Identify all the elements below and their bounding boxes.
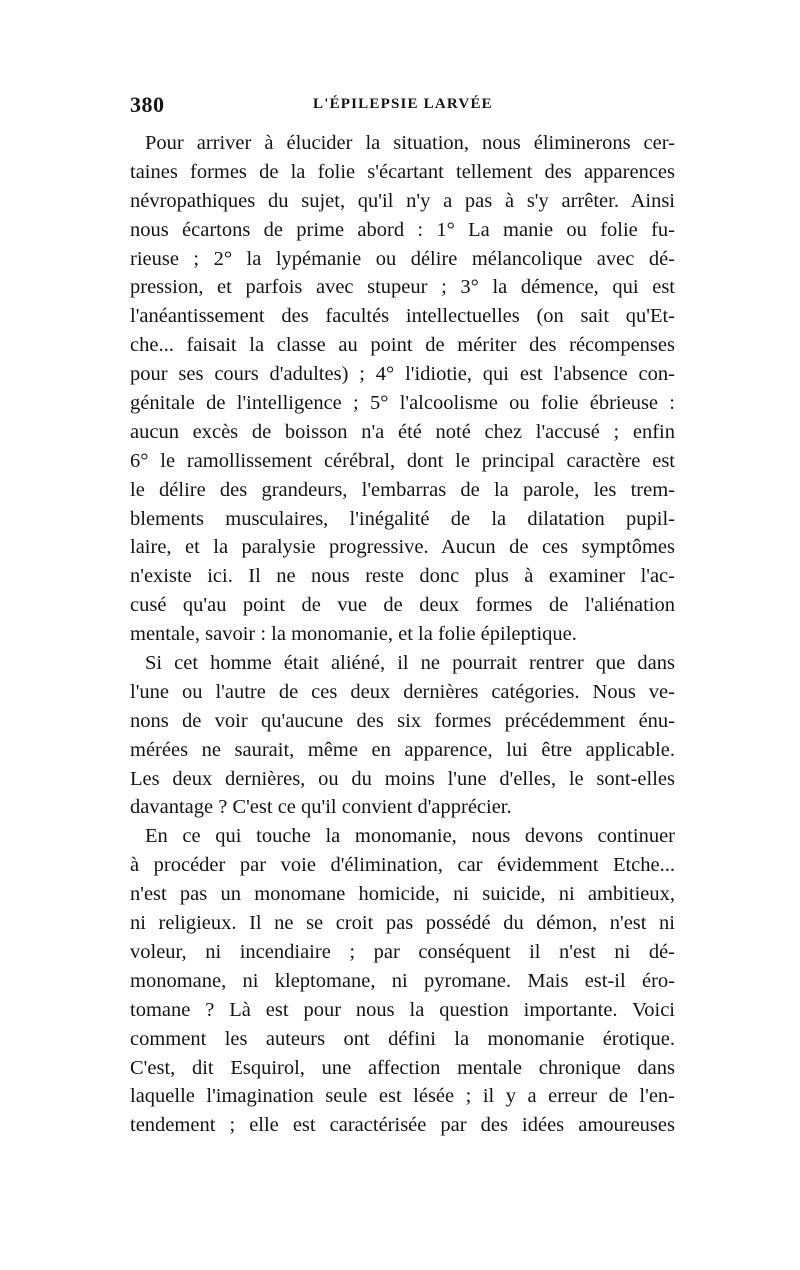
text-line: l'une ou l'autre de ces deux dernières catégories. Nous ve- [130,680,675,703]
text-line: nons de voir qu'aucune des six formes précédemment énu- [130,709,675,732]
text-line: blements musculaires, l'inégalité de la dilatation pupil- [130,507,675,530]
text-line: tendement ; elle est caractérisée par des idées amoureuses [130,1114,675,1137]
running-head [130,92,675,126]
text-line: laquelle l'imagination seule est lésée ; il y a erreur de l'en- [130,1085,675,1108]
text-line: n'est pas un monomane homicide, ni suicide, ni ambitieux, [130,883,675,906]
text-line: Les deux dernières, ou du moins l'une d'elles, le sont-elles [130,767,675,790]
body-text [130,129,675,1140]
running-title: L'ÉPILEPSIE LARVÉE [313,96,493,112]
text-line: Pour arriver à élucider la situation, nous éliminerons cer- [145,132,675,154]
text-line: aucun excès de boisson n'a été noté chez l'accusé ; enfin [130,420,675,443]
text-line: génitale de l'intelligence ; 5° l'alcoolisme ou folie ébrieuse : [130,392,675,415]
text-line: l'anéantissement des facultés intellectuelles (on sait qu'Et- [130,305,675,328]
text-line: névropathiques du sujet, qu'il n'y a pas à s'y arrêter. Ainsi [130,189,675,212]
text-line: voleur, ni incendiaire ; par conséquent il n'est ni dé- [130,940,675,963]
text-line: tomane ? Là est pour nous la question importante. Voici [130,998,675,1021]
text-line: Si cet homme était aliéné, il ne pourrait rentrer que dans [145,652,675,675]
text-line: nous écartons de prime abord : 1° La manie ou folie fu- [130,218,675,241]
text-line: n'existe ici. Il ne nous reste donc plus à examiner l'ac- [130,565,675,588]
text-line: laire, et la paralysie progressive. Aucun de ces symptômes [130,536,675,559]
text-line: cusé qu'au point de vue de deux formes de l'aliénation [130,594,675,617]
text-line: che... faisait la classe au point de mériter des récompenses [130,334,675,357]
text-line: En ce qui touche la monomanie, nous devons continuer [145,825,675,848]
text-line: comment les auteurs ont défini la monomanie érotique. [130,1027,675,1050]
text-line: ni religieux. Il ne se croit pas possédé du démon, n'est ni [130,912,675,935]
text-line: pression, et parfois avec stupeur ; 3° la démence, qui est [130,276,675,299]
text-line: le délire des grandeurs, l'embarras de la parole, les trem- [130,478,675,501]
page-number: 380 [130,92,165,117]
text-line: taines formes de la folie s'écartant tellement des apparences [130,160,675,183]
text-line: 6° le ramollissement cérébral, dont le principal caractère est [130,449,675,472]
text-line: pour ses cours d'adultes) ; 4° l'idiotie, qui est l'absence con- [130,363,675,386]
text-line: mérées ne saurait, même en apparence, lui être applicable. [130,738,675,761]
text-line: davantage ? C'est ce qu'il convient d'apprécier. [130,796,512,819]
text-line: C'est, dit Esquirol, une affection mentale chronique dans [130,1056,675,1079]
text-line: monomane, ni kleptomane, ni pyromane. Mais est-il éro- [130,969,675,992]
text-line: à procéder par voie d'élimination, car évidemment Etche... [130,854,675,877]
text-line: mentale, savoir : la monomanie, et la folie épileptique. [130,623,577,646]
text-line: rieuse ; 2° la lypémanie ou délire mélancolique avec dé- [130,247,675,270]
